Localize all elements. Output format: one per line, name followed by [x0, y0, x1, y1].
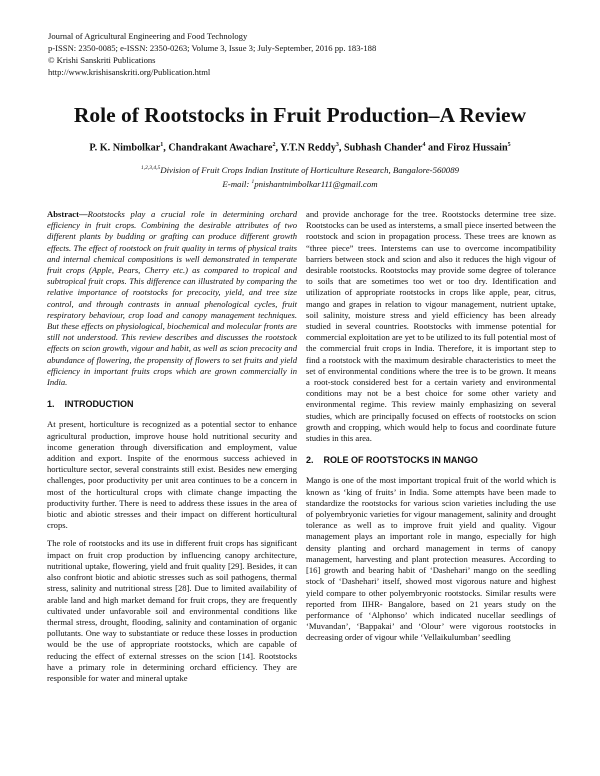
publication-url[interactable]: http://www.krishisanskriti.org/Publication.html: [48, 67, 211, 77]
section-heading-mango: [306, 455, 556, 466]
body-paragraph: The role of rootstocks and its use in different fruit crops has significant impact on fruit crop production by influencing canopy architecture, nutritional uptake, flowering, yield and fruit quality [29]. Besides, it can also confront biotic and abiotic stresses such as soil pathogens, thermal stress, salinity and nutritional stress [28]. Due to limited availability of arable land and high market demand for fruit crops, they are frequently cultivated under unfavorable soil and environmental conditions like thermal stress, drought, flooding, salinity and contamination of organic pollutants. One way to substantiate or reduce these losses in production would be the use of appropriate rootstocks, which are capable of reducing the effect of external stresses on the scion [14]. Rootstocks have a primary role in determining orchard efficiency. They are responsible for water and mineral uptake: [47, 538, 297, 683]
author-sup: 4: [422, 142, 426, 148]
abstract-text: Rootstocks play a crucial role in determining orchard efficiency in fruit crops. Combining the desirable attributes of two different plants by budding or grafting can produce different growth effects. The effect of rootstock on fruit quality in terms of physical traits and internal chemical compositions is well demonstrated in temperate fruit crops (Apple, Pears, Cherry etc.) as compared to tropical and subtropical fruit crops. This difference can illustrated by comparing the relative importance of rootstocks for precocity, yield, and tree size control, and through contrasts in annual phenological cycles, fruit respiratory behaviour, crop load and canopy management techniques. But these effects on physiological, biochemical and molecular fronts are still not understood. This review describes and discusses the rootstock effects on scion growth, vigour and habit, as well as scion precocity and abundance of flowering, the propensity of flowers to set fruits and yield efficiency in important fruits crops which are grown commercially in India.: [47, 209, 297, 388]
section-title: INTRODUCTION: [64, 399, 134, 410]
abstract-label: Abstract—: [47, 209, 88, 219]
author-name: Firoz Hussain: [446, 142, 508, 154]
body-paragraph: Mango is one of the most important tropical fruit of the world which is known as ‘king of fruits’ in India. Some attempts have been made to standardize the rootstocks for various scion varieties including the use of polyembryonic varieties for vigour management, salinity and drought tolerance as well as to improve fruit yield and quality. Vigour management plays an important role in mango, especially for high density planting and orchard management in terms of canopy management, harvesting and plant protection measures. According to [16] growth and bearing habit of ‘Dashehari’ mango on the seedling stock of ‘Dashehari’ itself, showed most vigorous nature and highest yield compare to other polyembryonic rootstocks. Similar results were reported from IIHR- Bangalore, based on 21 years study on the performance of ‘Alphonso’ which indicated nucellar seedlings of ‘Muvandan’, ‘Bappakai’ and ‘Olour’ were vigorous rootstocks in decreasing order of vigour while ‘Vellaikulumban’ seedling: [306, 475, 556, 643]
affiliation-line: [0, 162, 600, 176]
email-line: [0, 176, 600, 190]
author-name: Chandrakant Awachare: [168, 142, 273, 154]
journal-header: [48, 30, 548, 78]
author-list: [0, 142, 600, 153]
email-sup: 1: [251, 178, 255, 185]
section-number: 2.: [306, 455, 314, 466]
author-sep: ,: [163, 142, 169, 154]
section-number: 1.: [47, 399, 55, 410]
left-column: [47, 209, 297, 691]
author-sup: 2: [272, 142, 276, 148]
section-heading-introduction: [47, 399, 297, 410]
author-sep: ,: [338, 142, 345, 154]
author-sep: and: [425, 142, 447, 154]
abstract: [47, 209, 297, 388]
right-column: [306, 209, 556, 651]
body-paragraph: and provide anchorage for the tree. Rootstocks determine tree size. Rootstocks can be used as interstems, a small piece inserted between the rootstock and scion in propagation process. These trees are known as “three piece” trees. Interstems can use to overcome incompatibility barriers between stock and scion and also it reduces the high vigour of desirable rootstocks. Rootstocks may provide some degree of tolerance to soils that are sometimes too wet or too dry. Identification and utilization of appropriate rootstocks in crops like apple, pear, citrus, mango and grapes in relation to vigour management, nutrient uptake, soil salinity, moisture stress and yield efficiency has been already studied in several countries. Rootstocks with immense potential for commercial exploitation are yet to be utilized to its full potential most of the commercial fruit crops in India. Therefore, it is important step to find a rootstock with the maximum desirable characteristics to meet the set of environmental conditions where the tree is to be grown. It means a root-stock considered best for a certain variety and environmental conditions may not be a best choice for some other variety and environmental regime. This review mainly emphasizing on several studies, which are principally focused on effects of rootstocks on scion growth and cropping, which would help to focus and coordinate future studies in this area.: [306, 209, 556, 444]
affiliation: [0, 162, 600, 190]
publisher-line: © Krishi Sanskriti Publications: [48, 55, 156, 65]
author-name: Y.T.N Reddy: [280, 142, 336, 154]
author-sup: 1: [160, 142, 164, 148]
affiliation-text: Division of Fruit Crops Indian Institute of Horticulture Research, Bangalore-560089: [160, 164, 459, 175]
journal-name: Journal of Agricultural Engineering and Food Technology: [48, 31, 248, 41]
author-name: Subhash Chander: [344, 142, 423, 154]
email-address[interactable]: pnishantnimbolkar111@gmail.com: [254, 178, 378, 189]
author-sup: 3: [335, 142, 339, 148]
email-label: E-mail:: [222, 178, 252, 189]
paper-title: Role of Rootstocks in Fruit Production–A Review: [73, 103, 527, 127]
body-paragraph: At present, horticulture is recognized as a potential sector to enhance agricultural production, improve house hold nutritional security and income generation through diversification and employment, value addition and export. Inspite of the enormous success achieved in horticulture sector, several constraints still exist. Besides new emerging challenges, poor productivity per unit area continues to be a concern in most of the horticultural crops with climate change impacting the productivity further. There is need to address these issues in the area of biotic and abiotic stresses and their impact on different horticultural crops.: [47, 419, 297, 531]
affiliation-sup: 1,2,3,4,5: [141, 165, 161, 171]
issn-line: p-ISSN: 2350-0085; e-ISSN: 2350-0263; Volume 3, Issue 3; July-September, 2016 pp. 183-188: [48, 43, 377, 53]
author-sup: 5: [507, 142, 511, 148]
author-sep: ,: [275, 142, 281, 154]
author-name: P. K. Nimbolkar: [89, 142, 161, 154]
section-title: ROLE OF ROOTSTOCKS IN MANGO: [323, 455, 478, 466]
